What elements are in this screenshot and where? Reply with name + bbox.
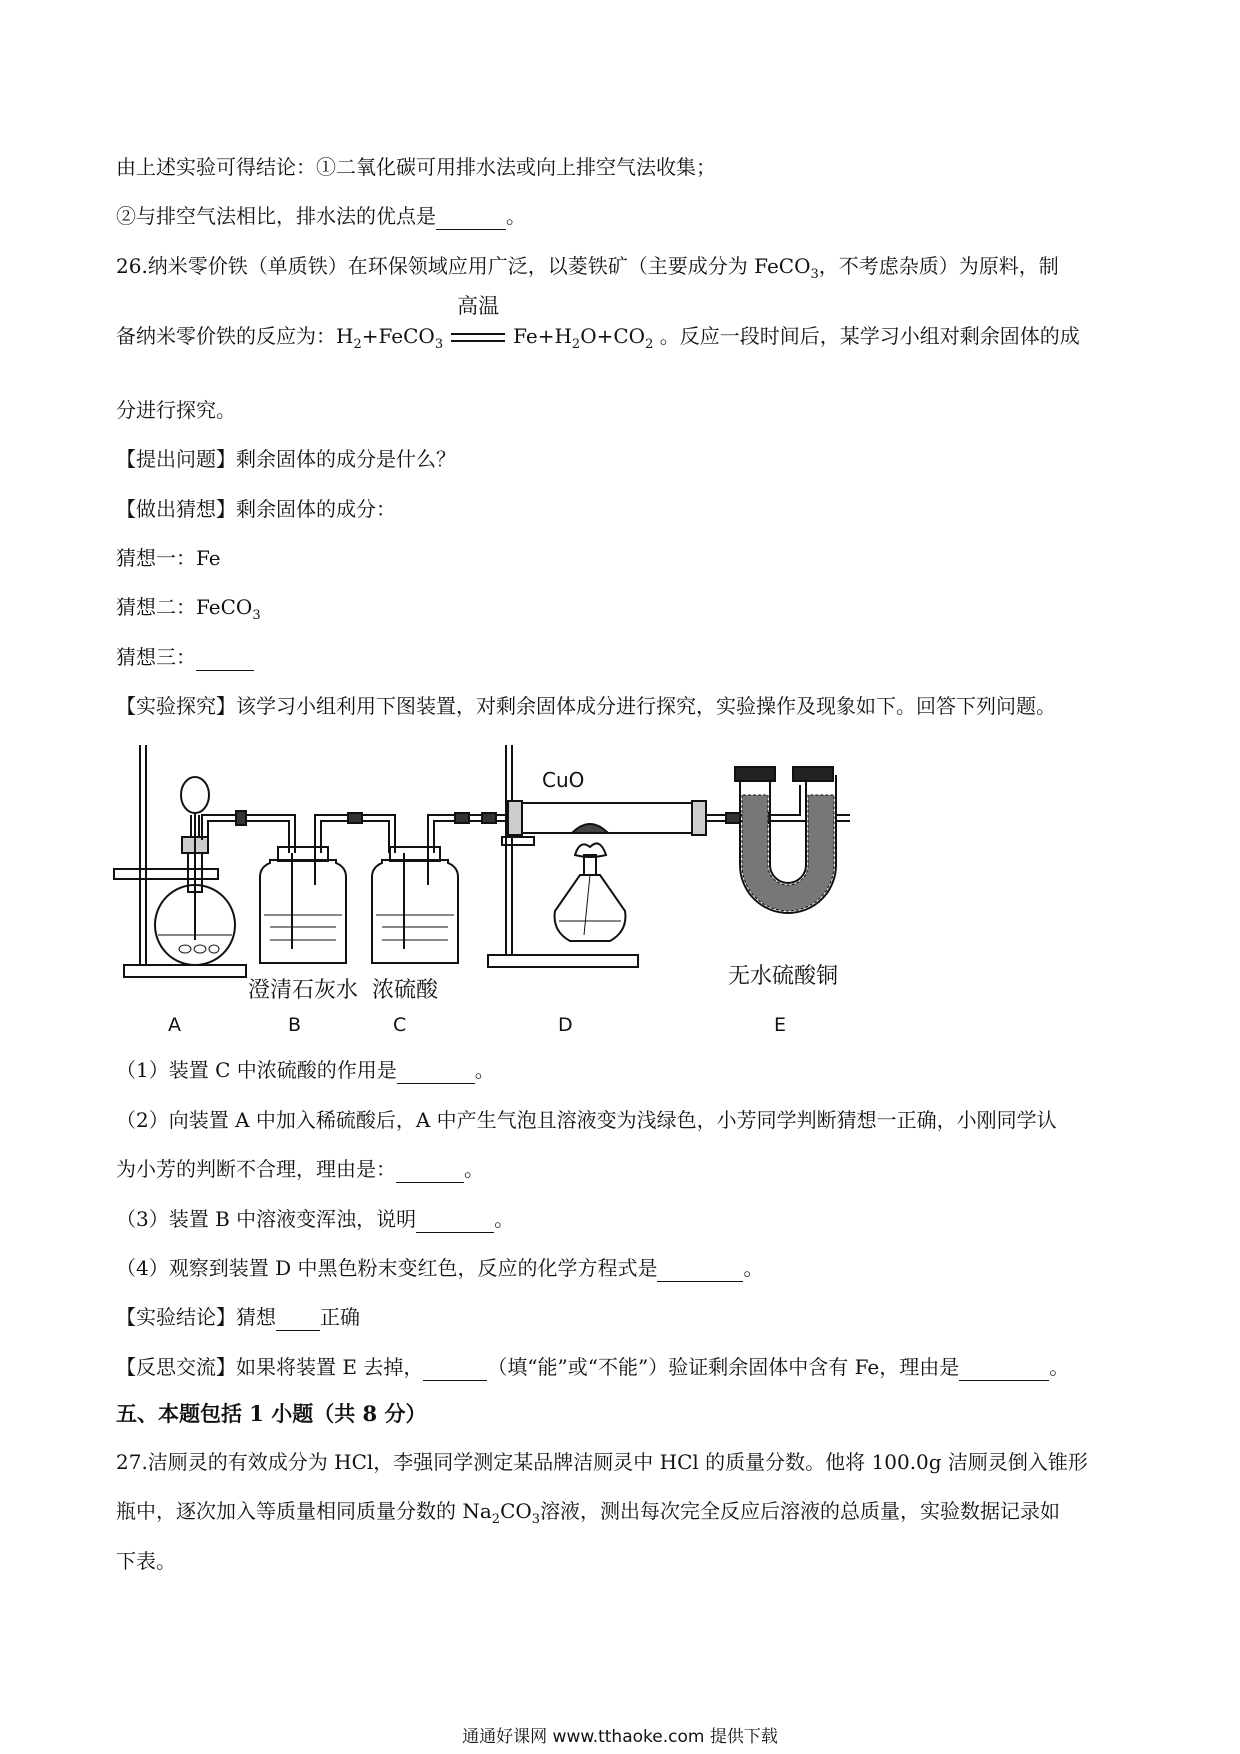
stopper-e-left [735,767,775,781]
answer-blank [959,1360,1049,1381]
bottle-b [260,860,346,963]
formula: H [336,324,354,348]
letter-e: E [774,1014,787,1035]
text: 瓶中，逐次加入等质量相同质量分数的 [116,1499,456,1523]
text: ②与排空气法相比，排水法的优点是 [116,204,436,228]
letter-a: A [168,1014,181,1035]
formula: O+CO [580,324,646,348]
subscript: 3 [252,608,261,623]
text: 。 [506,204,526,228]
text: 【实验结论】猜想 [116,1305,276,1329]
text: 溶液，测出每次完全反应后溶液的总质量，实验数据记录如 [540,1499,1061,1523]
equals-sign [451,333,505,342]
answer-blank [436,209,506,230]
text: （3）装置 B 中溶液变浑浊，说明 [116,1207,417,1231]
valve [236,811,246,825]
cuo-powder [572,824,608,833]
formula: FeCO [754,254,811,278]
subscript: 3 [434,337,444,352]
q27-line-1: 27.洁厕灵的有效成分为 HCl，李强同学测定某品牌洁厕灵中 HCl 的质量分数。他将 100.0g 洁厕灵倒入锥形 [116,1450,1088,1474]
section-5-heading: 五、本题包括 1 小题（共 8 分） [116,1401,427,1426]
cuo-label: CuO [542,768,585,792]
alcohol-lamp [555,875,626,941]
text: 。 [494,1207,515,1231]
text: 正确 [320,1305,360,1329]
text: 。 [743,1256,764,1280]
text: 为小芳的判断不合理，理由是： [116,1157,396,1181]
stand-base-a [124,965,246,977]
answer-blank [423,1360,487,1381]
q26-line-3: 分进行探究。 [116,398,236,422]
guess-heading: 【做出猜想】剩余固体的成分： [116,497,396,521]
stopper-e-right [793,767,833,781]
answer-blank [396,1162,464,1183]
anhydrous-cuso4 [742,795,834,911]
formula: Na [462,1499,492,1523]
text: 26.纳米零价铁（单质铁）在环保领域应用广泛，以菱铁矿（主要成分为 [116,254,748,278]
conclusion [116,1303,360,1331]
ask-question: 【提出问题】剩余固体的成分是什么？ [116,447,456,471]
formula: +FeCO [361,324,435,348]
conclusion-line-2 [116,202,526,230]
text: 【反思交流】如果将装置 E 去掉， [116,1355,424,1379]
text: 。 [1049,1355,1070,1379]
label-sulfuric-acid: 浓硫酸 [372,978,439,1003]
subscript: 2 [645,337,654,352]
label-limewater: 澄清石灰水 [248,978,359,1003]
conclusion-line-1: 由上述实验可得结论：①二氧化碳可用排水法或向上排空气法收集； [116,155,716,179]
formula: FeCO [196,595,253,619]
condition-label: 高温 [457,294,500,318]
reaction-condition [449,294,507,350]
subscript: 2 [353,337,362,352]
text: 猜想三： [116,645,196,669]
separatory-funnel [181,777,209,813]
subscript: 2 [491,1512,501,1527]
subquestion-1 [116,1056,495,1084]
subquestion-3 [116,1205,514,1233]
text: （填“能”或“不能”）验证剩余固体中含有 Fe，理由是 [487,1355,960,1379]
text: （1）装置 C 中浓硫酸的作用是 [116,1058,397,1082]
letter-b: B [288,1014,302,1035]
explore-line: 【实验探究】该学习小组利用下图装置，对剩余固体成分进行探究，实验操作及现象如下。回答下列问题。 [116,694,1056,718]
reflection [116,1353,1069,1381]
subquestion-2-line-2 [116,1155,484,1183]
label-cuso4: 无水硫酸铜 [728,964,839,989]
stopper-c [390,847,440,861]
text: 。反应一段时间后，某学习小组对剩余固体的成 [659,324,1080,348]
stand-base-d [488,955,638,967]
q27-line-3: 下表。 [116,1549,176,1573]
subquestion-2-line-1: （2）向装置 A 中加入稀硫酸后，A 中产生气泡且溶液变为浅绿色，小芳同学判断猜想一正确，小刚同学认 [116,1108,1057,1132]
text: 猜想二： [116,595,196,619]
q27-line-2 [116,1497,1060,1534]
letter-c: C [393,1014,407,1035]
text: ，不考虑杂质）为原料，制 [818,254,1059,278]
subscript: 3 [810,267,819,282]
subscript: 2 [571,337,581,352]
q26-line-1 [116,252,1059,289]
text: 备纳米零价铁的反应为： [116,324,336,348]
page-footer: 通通好课网 www.tthaoke.com 提供下载 [462,1727,778,1747]
text: 。 [474,1058,495,1082]
answer-blank [276,1310,320,1331]
answer-blank [657,1261,743,1282]
bottle-c [372,860,458,963]
glass-tube-d [512,803,702,833]
letter-d: D [558,1014,573,1035]
text: 。 [464,1157,484,1181]
guess-3 [116,643,254,671]
formula: CO [500,1499,532,1523]
guess-2 [116,593,261,630]
guess-1: 猜想一：Fe [116,546,221,570]
formula: Fe+H [513,324,572,348]
text: （4）观察到装置 D 中黑色粉末变红色，反应的化学方程式是 [116,1256,658,1280]
answer-blank [397,1063,475,1084]
answer-blank [196,650,254,671]
q26-line-2 [116,294,1080,359]
apparatus-figure [110,735,940,1035]
subquestion-4 [116,1254,763,1282]
answer-blank [416,1212,494,1233]
subscript: 3 [531,1512,541,1527]
